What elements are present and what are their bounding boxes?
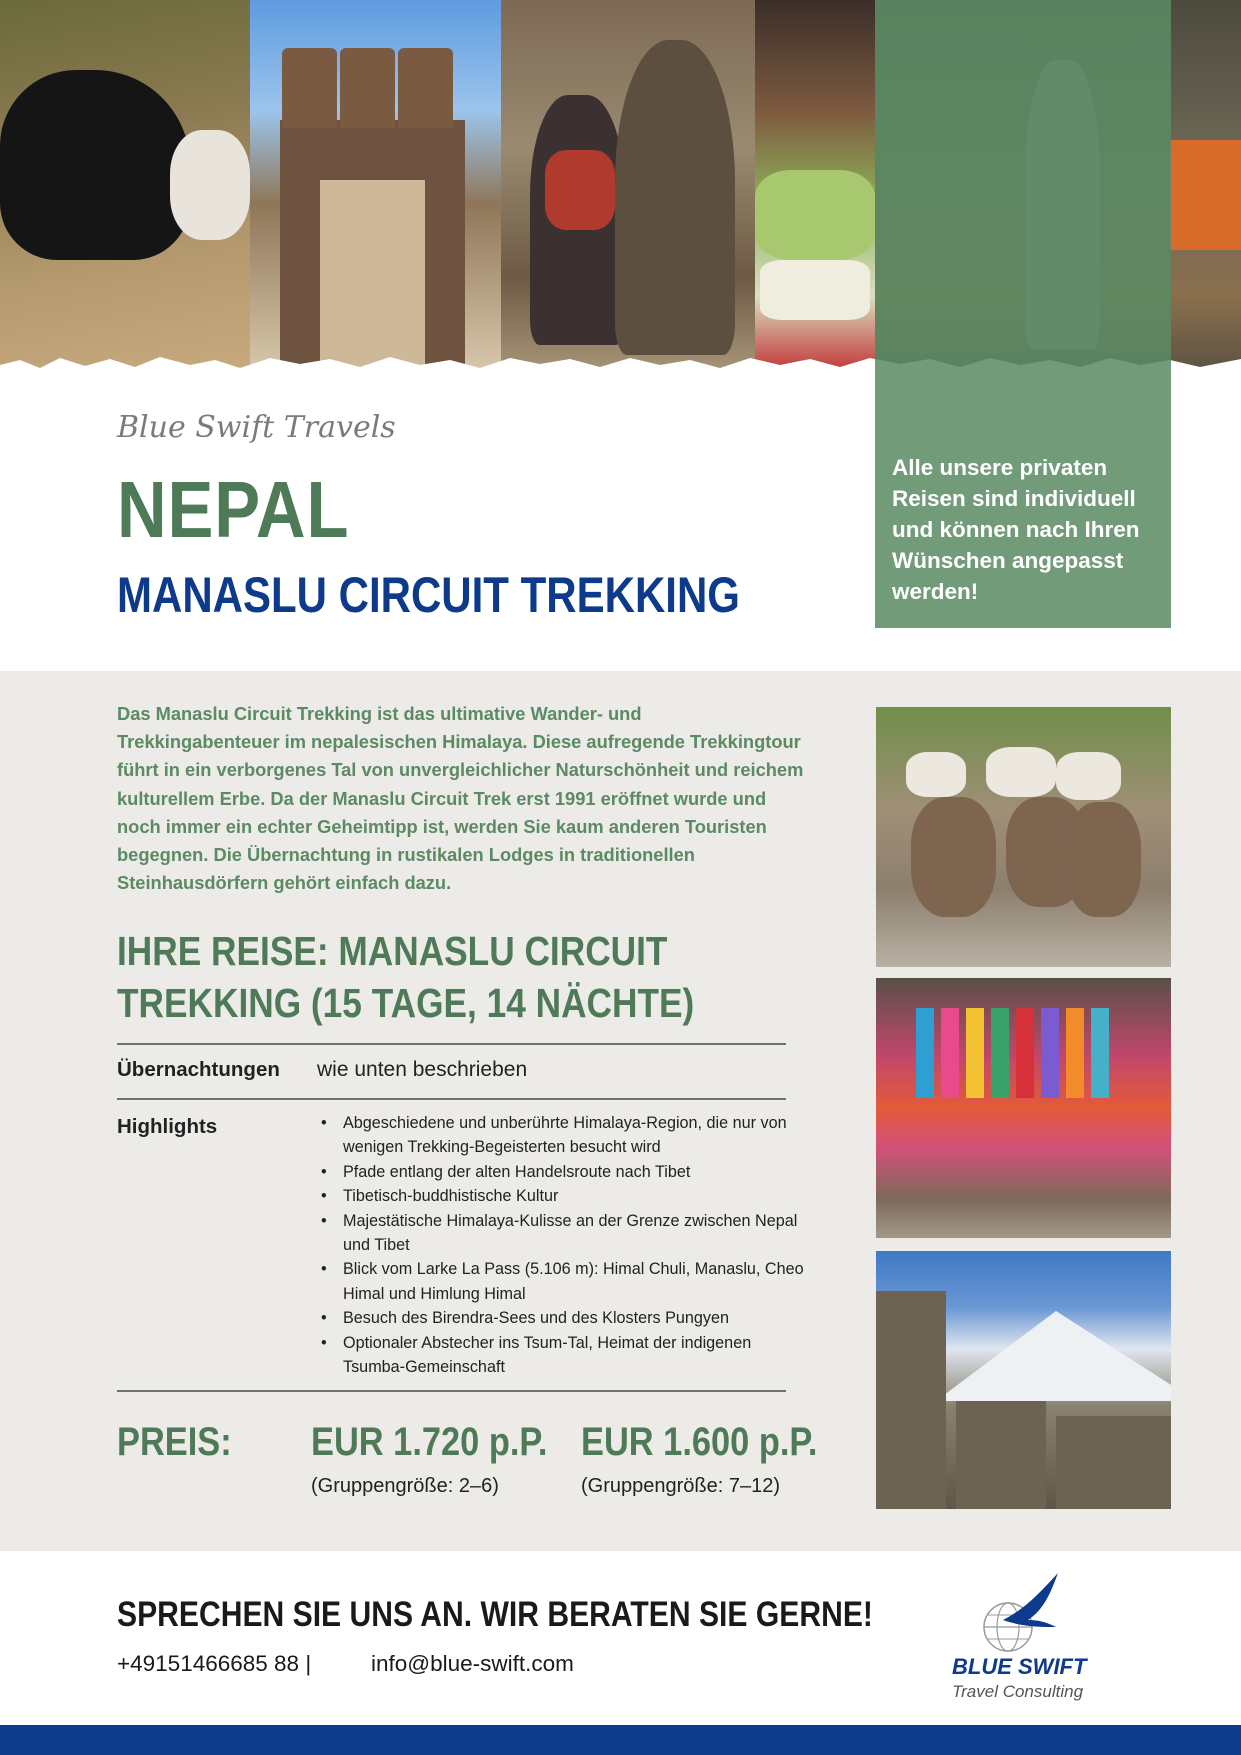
highlight-item: • Besuch des Birendra-Sees und des Klosters Pungyen	[317, 1306, 817, 1330]
mule-shape	[1066, 802, 1141, 917]
yak-shape	[0, 70, 190, 260]
clothing-market-photo	[876, 978, 1171, 1238]
table-divider	[117, 1098, 786, 1100]
phone-number[interactable]: +49151466685 88 |	[117, 1651, 312, 1676]
highlight-item: • Majestätische Himalaya-Kulisse an der Grenze zwischen Nepal und Tibet	[317, 1209, 817, 1258]
logo-subtitle: Travel Consulting	[952, 1682, 1084, 1701]
monastery-building	[876, 1291, 946, 1509]
woman-figure	[615, 40, 735, 355]
load-shape	[906, 752, 966, 797]
group-size-large: (Gruppengröße: 7–12)	[581, 1475, 781, 1497]
highlight-item: • Blick vom Larke La Pass (5.106 m): Himal Chuli, Manaslu, Cheo Himal und Himlung Himal	[317, 1257, 817, 1306]
price-option-small-group: EUR 1.720 p.P.	[311, 1420, 548, 1464]
price-label: PREIS:	[117, 1420, 232, 1464]
stupa-shape	[340, 48, 395, 128]
highlight-item: • Tibetisch-buddhistische Kultur	[317, 1184, 817, 1208]
load-shape	[986, 747, 1056, 797]
highlight-item: • Optionaler Abstecher ins Tsum-Tal, Heimat der indigenen Tsumba-Gemeinschaft	[317, 1331, 817, 1380]
table-divider	[117, 1390, 786, 1392]
highlights-list	[317, 1111, 817, 1379]
cloth-shape	[1091, 1008, 1109, 1098]
stove-shape	[1170, 140, 1241, 250]
call-to-action: SPRECHEN SIE UNS AN. WIR BERATEN SIE GERNE!	[117, 1595, 873, 1634]
trip-heading: IHRE REISE: MANASLU CIRCUIT TREKKING (15 TAGE, 14 NÄCHTE)	[117, 928, 695, 1026]
brand-name: Blue Swift Travels	[117, 410, 396, 445]
price-option-large-group: EUR 1.600 p.P.	[581, 1420, 818, 1464]
mules-photo	[876, 707, 1171, 967]
cloth-shape	[1016, 1008, 1034, 1098]
highlight-item: • Abgeschiedene und unberührte Himalaya-Region, die nur von wenigen Trekking-Begeisterten besucht wird	[317, 1111, 817, 1160]
cloth-shape	[966, 1008, 984, 1098]
monastery-photo	[876, 1251, 1171, 1509]
bottom-bar	[0, 1725, 1241, 1755]
table-divider	[117, 1043, 786, 1045]
cloth-shape	[1066, 1008, 1084, 1098]
callout-text: Alle unsere privaten Reisen sind individuell und können nach Ihren Wünschen angepasst werden!	[892, 455, 1140, 604]
highlights-label: Highlights	[117, 1115, 218, 1138]
snow-mountain-shape	[936, 1311, 1171, 1401]
cloth-shape	[941, 1008, 959, 1098]
radish-shape	[760, 260, 870, 320]
stone-house	[1056, 1416, 1171, 1509]
cloth-shape	[916, 1008, 934, 1098]
group-size-small: (Gruppengröße: 2–6)	[311, 1475, 499, 1497]
stone-house	[956, 1401, 1046, 1509]
overnight-value: wie unten beschrieben	[317, 1058, 528, 1081]
woman-jacket	[545, 150, 615, 230]
highlight-item: • Pfade entlang der alten Handelsroute nach Tibet	[317, 1160, 817, 1184]
country-title: NEPAL	[117, 465, 350, 554]
email-address[interactable]: info@blue-swift.com	[371, 1651, 574, 1676]
cloth-shape	[991, 1008, 1009, 1098]
overnight-label: Übernachtungen	[117, 1058, 280, 1081]
intro-paragraph: Das Manaslu Circuit Trekking ist das ultimative Wander- und Trekkingabenteuer im nepalesischen Himalaya. Diese aufregende Trekkingtour führt in ein verborgenes Tal von unvergleichlicher Naturschönheit und reichem kulturellem Erbe. Da der Manaslu Circuit Trek erst 1991 eröffnet wurde und noch immer ein echter Geheimtipp ist, werden Sie kaum anderen Touristen begegnen. Die Übernachtung in rustikalen Lodges in traditionellen Steinhausdörfern gehört einfach dazu.	[117, 703, 804, 894]
yak-photo	[0, 0, 250, 370]
trip-subtitle: MANASLU CIRCUIT TREKKING	[117, 567, 740, 623]
stupa-shape	[282, 48, 337, 128]
load-shape	[1056, 752, 1121, 800]
cloth-shape	[1041, 1008, 1059, 1098]
mule-shape	[911, 797, 996, 917]
white-yak-shape	[170, 130, 250, 240]
logo-name: BLUE SWIFT	[952, 1654, 1087, 1679]
vegetables-shape	[755, 170, 875, 260]
stupa-shape	[398, 48, 453, 128]
